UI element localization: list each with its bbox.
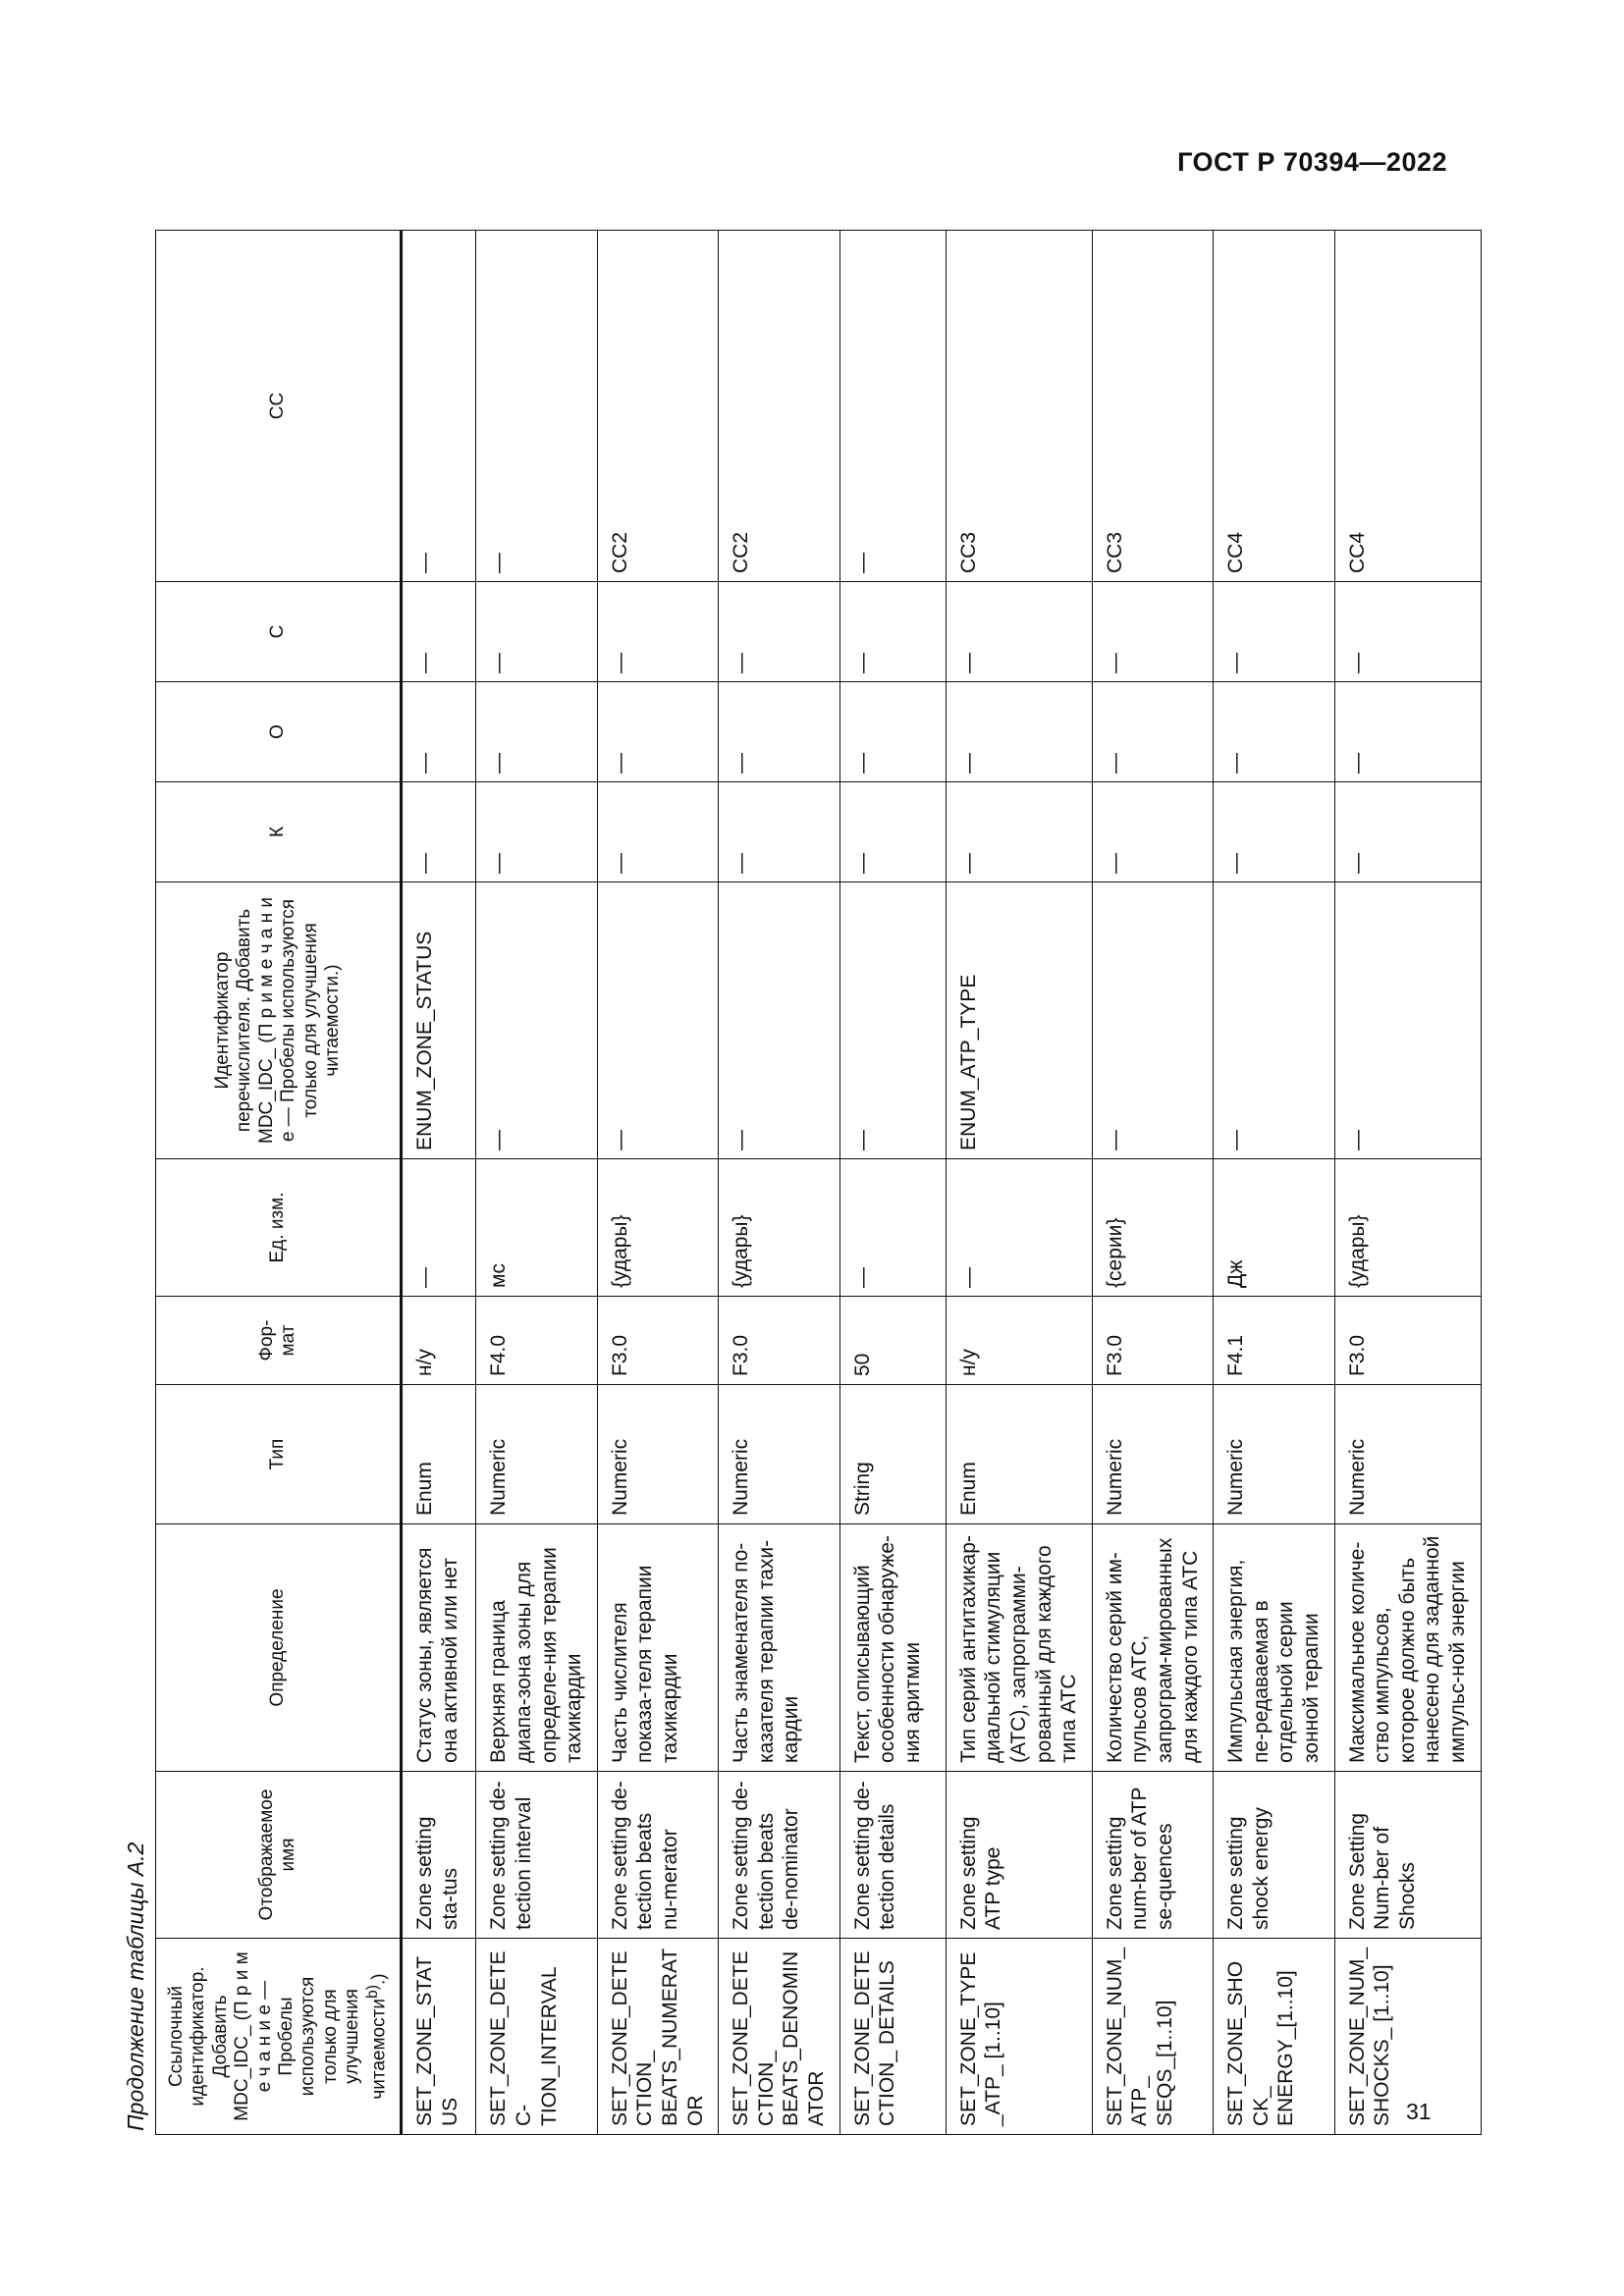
- cell-type: Enum: [402, 1385, 476, 1524]
- table-row: [1214, 231, 1334, 2135]
- cell-enum-id: —: [719, 882, 839, 1159]
- cell-format: F4.0: [476, 1297, 597, 1385]
- cell-ss: CC4: [1214, 231, 1334, 582]
- cell-k: —: [597, 782, 718, 882]
- cell-definition: Верхняя граница диапа-зона зоны для определе-ния терапии тахикардии: [476, 1524, 597, 1772]
- header-ss: СС: [156, 231, 402, 582]
- cell-ss: CC4: [1334, 231, 1481, 582]
- cell-k: —: [402, 782, 476, 882]
- cell-definition: Импульсная энергия, пе-редаваемая в отдельной серии зонной терапии: [1214, 1524, 1334, 1772]
- cell-unit: {удары}: [719, 1159, 839, 1297]
- cell-o: —: [1334, 682, 1481, 782]
- header-enum-id: Идентификатор перечислителя. Добавить MDC_IDC_ (П р и м е ч а н и е — Пробелы используются только для улучшения читаемости.): [156, 882, 402, 1159]
- table-row: [719, 231, 839, 2135]
- table-header: [156, 231, 402, 2135]
- cell-ref-id: SET_ZONE_SHOCK_ ENERGY_[1..10]: [1214, 1939, 1334, 2135]
- cell-format: F3.0: [1334, 1297, 1481, 1385]
- cell-ref-id: SET_ZONE_DETEC-TION_INTERVAL: [476, 1939, 597, 2135]
- cell-s: —: [476, 582, 597, 682]
- cell-format: н/у: [946, 1297, 1092, 1385]
- cell-display-name: Zone setting shock energy: [1214, 1772, 1334, 1939]
- cell-display-name: Zone setting de-tection beats de-nominator: [719, 1772, 839, 1939]
- cell-s: —: [719, 582, 839, 682]
- header-k: К: [156, 782, 402, 882]
- header-format: Фор-мат: [156, 1297, 402, 1385]
- cell-ref-id: SET_ZONE_TYPE_ATP_ [1..10]: [946, 1939, 1092, 2135]
- cell-display-name: Zone Setting Num-ber of Shocks: [1334, 1772, 1481, 1939]
- cell-k: —: [1214, 782, 1334, 882]
- cell-type: Numeric: [719, 1385, 839, 1524]
- table-row: [1092, 231, 1213, 2135]
- table-body: [402, 231, 1481, 2135]
- cell-s: —: [1214, 582, 1334, 682]
- header-display-name: Отображаемое имя: [156, 1772, 402, 1939]
- cell-s: —: [1092, 582, 1213, 682]
- cell-ss: —: [402, 231, 476, 582]
- cell-ref-id: SET_ZONE_DETECTION_ BEATS_DENOMINATOR: [719, 1939, 839, 2135]
- header-unit: Ед. изм.: [156, 1159, 402, 1297]
- cell-format: F3.0: [1092, 1297, 1213, 1385]
- cell-enum-id: —: [1214, 882, 1334, 1159]
- cell-display-name: Zone setting de-tection details: [839, 1772, 946, 1939]
- cell-definition: Максимальное количе-ство импульсов, которое должно быть нанесено для заданной импульс-ной энергии: [1334, 1524, 1481, 1772]
- cell-k: —: [946, 782, 1092, 882]
- cell-definition: Тип серий антитахикар-диальной стимуляции (АТС), запрограмми-рованный для каждого типа АТС: [946, 1524, 1092, 1772]
- cell-unit: —: [402, 1159, 476, 1297]
- header-definition: Определение: [156, 1524, 402, 1772]
- cell-display-name: Zone setting de-tection beats nu-merator: [597, 1772, 718, 1939]
- cell-ss: —: [839, 231, 946, 582]
- cell-enum-id: —: [839, 882, 946, 1159]
- cell-unit: —: [946, 1159, 1092, 1297]
- cell-s: —: [946, 582, 1092, 682]
- standard-code: ГОСТ Р 70394—2022: [1177, 147, 1447, 177]
- cell-type: Numeric: [597, 1385, 718, 1524]
- cell-o: —: [402, 682, 476, 782]
- cell-enum-id: —: [476, 882, 597, 1159]
- cell-o: —: [719, 682, 839, 782]
- table-row: [946, 231, 1092, 2135]
- cell-unit: мс: [476, 1159, 597, 1297]
- table-row: [476, 231, 597, 2135]
- cell-enum-id: —: [1334, 882, 1481, 1159]
- cell-format: F4.1: [1214, 1297, 1334, 1385]
- cell-k: —: [1092, 782, 1213, 882]
- table-row: [597, 231, 718, 2135]
- cell-o: —: [839, 682, 946, 782]
- table-row: [402, 231, 476, 2135]
- cell-type: Numeric: [476, 1385, 597, 1524]
- cell-k: —: [1334, 782, 1481, 882]
- cell-ref-id: SET_ZONE_DETECTION_ DETAILS: [839, 1939, 946, 2135]
- cell-display-name: Zone setting ATP type: [946, 1772, 1092, 1939]
- header-type: Тип: [156, 1385, 402, 1524]
- cell-ref-id: SET_ZONE_NUM_ SHOCKS_ [1..10]: [1334, 1939, 1481, 2135]
- header-ref-id: Ссылочный идентификатор. Добавить MDC_IDC_ (П р и м е ч а н и е — Пробелы используются только для улучшения читаемости$^{b)}$.): [156, 1939, 402, 2135]
- cell-definition: Текст, описывающий особенности обнаруже-ния аритмии: [839, 1524, 946, 1772]
- cell-o: —: [597, 682, 718, 782]
- cell-type: Numeric: [1334, 1385, 1481, 1524]
- cell-type: String: [839, 1385, 946, 1524]
- cell-type: Numeric: [1092, 1385, 1213, 1524]
- cell-ref-id: SET_ZONE_NUM_ATP_ SEQS_[1..10]: [1092, 1939, 1213, 2135]
- cell-ref-id: SET_ZONE_DETECTION_ BEATS_NUMERATOR: [597, 1939, 718, 2135]
- cell-definition: Часть числителя показа-теля терапии тахикардии: [597, 1524, 718, 1772]
- cell-o: —: [1214, 682, 1334, 782]
- cell-o: —: [946, 682, 1092, 782]
- cell-enum-id: —: [597, 882, 718, 1159]
- cell-k: —: [476, 782, 597, 882]
- cell-s: —: [839, 582, 946, 682]
- header-s: С: [156, 582, 402, 682]
- cell-display-name: Zone setting sta-tus: [402, 1772, 476, 1939]
- cell-s: —: [1334, 582, 1481, 682]
- cell-format: 50: [839, 1297, 946, 1385]
- cell-ss: CC2: [719, 231, 839, 582]
- data-table: [155, 230, 1482, 2135]
- cell-unit: {удары}: [1334, 1159, 1481, 1297]
- page-number: 31: [1406, 2099, 1432, 2124]
- cell-s: —: [402, 582, 476, 682]
- cell-ss: CC2: [597, 231, 718, 582]
- cell-k: —: [719, 782, 839, 882]
- cell-s: —: [597, 582, 718, 682]
- cell-ss: CC3: [946, 231, 1092, 582]
- cell-enum-id: ENUM_ZONE_STATUS: [402, 882, 476, 1159]
- header-o: О: [156, 682, 402, 782]
- cell-display-name: Zone setting num-ber of ATP se-quences: [1092, 1772, 1213, 1939]
- cell-format: н/у: [402, 1297, 476, 1385]
- table-row: [839, 231, 946, 2135]
- cell-display-name: Zone setting de-tection interval: [476, 1772, 597, 1939]
- cell-o: —: [476, 682, 597, 782]
- cell-ss: CC3: [1092, 231, 1213, 582]
- table-caption: Продолжение таблицы А.2: [123, 1842, 148, 2131]
- table-row: [1334, 231, 1481, 2135]
- cell-definition: Часть знаменателя по-казателя терапии тахи-кардии: [719, 1524, 839, 1772]
- cell-enum-id: —: [1092, 882, 1213, 1159]
- cell-format: F3.0: [597, 1297, 718, 1385]
- cell-unit: —: [839, 1159, 946, 1297]
- cell-format: F3.0: [719, 1297, 839, 1385]
- cell-type: Numeric: [1214, 1385, 1334, 1524]
- cell-unit: Дж: [1214, 1159, 1334, 1297]
- cell-type: Enum: [946, 1385, 1092, 1524]
- cell-ss: —: [476, 231, 597, 582]
- cell-unit: {удары}: [597, 1159, 718, 1297]
- cell-definition: Статус зоны, является она активной или нет: [402, 1524, 476, 1772]
- cell-unit: {серии}: [1092, 1159, 1213, 1297]
- cell-definition: Количество серий им-пульсов АТС, запрограм-мированных для каждого типа АТС: [1092, 1524, 1213, 1772]
- cell-o: —: [1092, 682, 1213, 782]
- cell-enum-id: ENUM_ATP_TYPE: [946, 882, 1092, 1159]
- cell-ref-id: SET_ZONE_STATUS: [402, 1939, 476, 2135]
- cell-k: —: [839, 782, 946, 882]
